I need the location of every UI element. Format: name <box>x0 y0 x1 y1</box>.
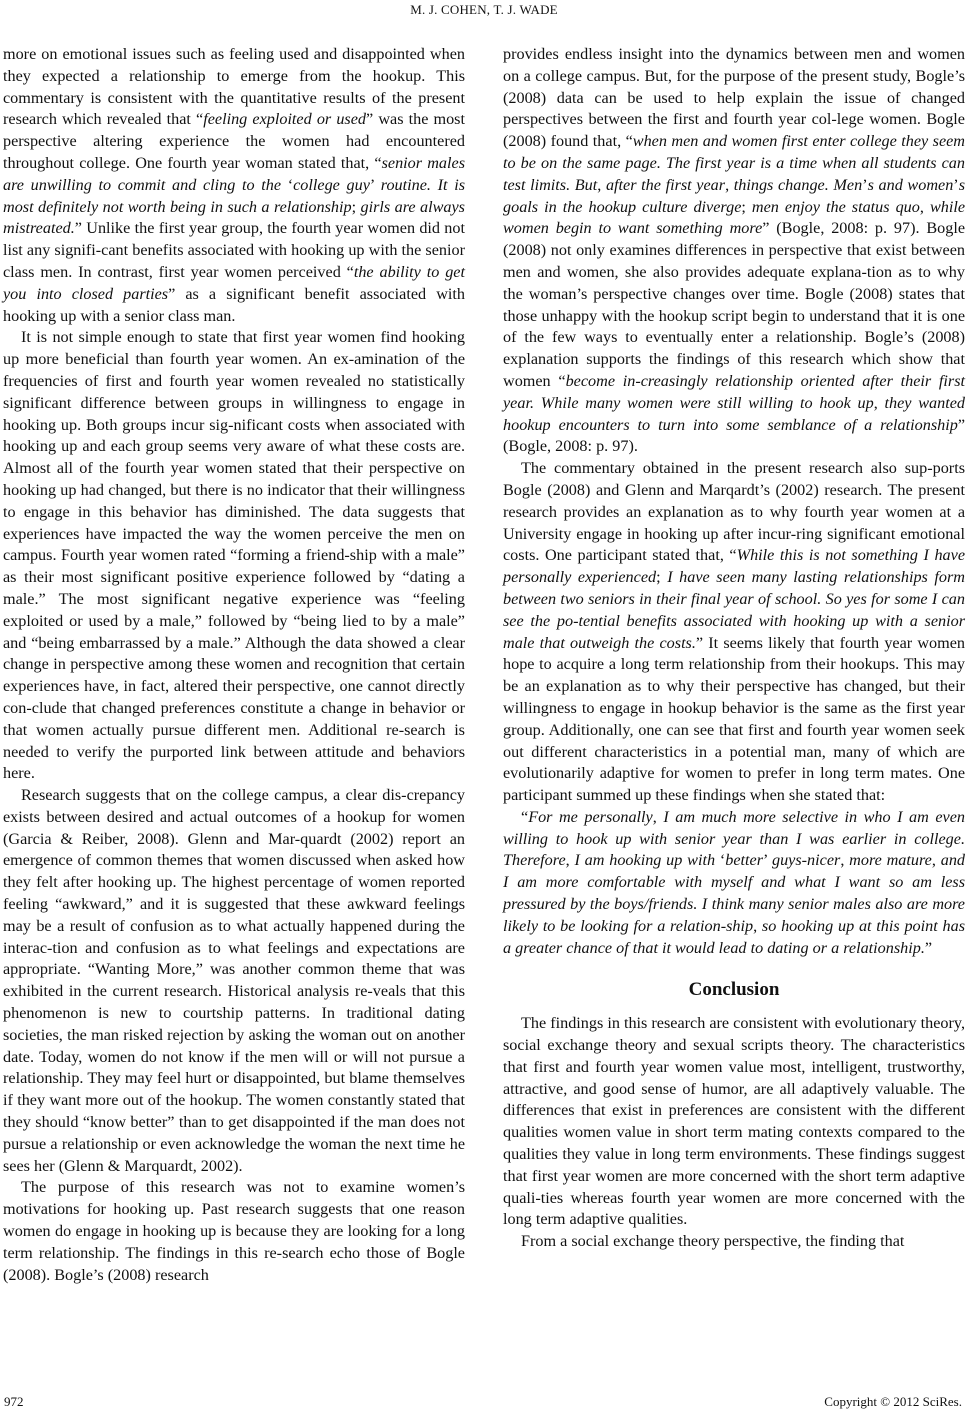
section-heading-conclusion: Conclusion <box>688 979 780 1001</box>
block-quote: “For me personally, I am much more selective in who I am even willing to hook up with senior year than I was earlier in college. Therefore, I am hooking up with ‘better’ guys-nicer, more mature, and I am more comfortable with myself and what I want so am less pressured by the boys/friends. I think many senior males also are more likely to be looking for a relation-ship, so hooking up at this point has a greater chance of that it would lead to dating or a relationship.” <box>503 807 966 957</box>
paragraph: The findings in this research are consistent with evolutionary theory, social exchange theory and sexual scripts theory. The characteristics that first and fourth year women value most, intelligent, trustworthy, attractive, and good sense of humor, are all adaptively valuable. The differences that exist in preferences are consistent with the different qualities women value in short term mating contexts compared to the qualities they value in long term environments. These findings suggest that first year women are more concerned with the short term adaptive quali-ties whereas fourth year women are more concerned with the long term adaptive qualities. <box>503 1014 965 1229</box>
italic-run: college guy <box>293 175 370 194</box>
italic-run: For me personally <box>528 807 653 826</box>
italic-run: things change. Men <box>733 175 863 194</box>
paragraph: Research suggests that on the college campus, a clear dis-crepancy exists between desired and actual outcomes of a hookup for women (Garcia & Reiber, 2008). Glenn and Mar-quardt (2002) report an emergence of common themes that women discussed when asked how they felt after hooking up. The highest percentage of women reported feeling “awkward,” and it is suggested that these awkward feelings may be a result of confusion as to what actually happened during the interac-tion and confusion as to what feelings and expectations are appropriate. “Wanting More,” was another common theme that was exhibited in the current research. Historical analysis re-veals that this phenomenon is new to courtship patterns. In traditional dating societies, the man risked rejection by asking the woman out on another date. Today, women do not know if the men will or will not pursue a relationship. They may feel hurt or disappointed, but blame themselves if they want more out of the hookup. The women constantly stated that they should “know better” than to get disappointed if the man does not pursue a relationship or even acknowledge the woman the next time he sees her (Glenn & Marquardt, 2002). <box>3 786 465 1175</box>
italic-run: after the first year <box>605 175 726 194</box>
paragraph: provides endless insight into the dynamics between men and women on a college campus. But, for the purpose of the present study, Bogle’s (2008) data can be used to help explain the issue of changed perspectives between the first and fourth year col-lege women. Bogle (2008) found that, “when men and women first enter college they seem to be on the same page. The first year is a time when all students can test limits. But, after the first year, things change. Men’s and women’s goals in the hookup culture diverge; men enjoy the status quo, while women begin to want something more” (Bogle, 2008: p. 97). Bogle (2008) not only examines differences in perspective that exist between men and women, she also provides adequate explana-tion as to why the woman’s perspective changes over time. Bogle (2008) states that those unhappy with the hookup script begin to understand that it is one of the few ways to eventually enter a relationship. Bogle’s (2008) explanation supports the findings of this research which show that women “become in-creasingly relationship oriented after their first year. While many women were still willing to hook up, they wanted hookup encounters to turn into some semblance of a relationship” (Bogle, 2008: p. 97). <box>503 45 966 456</box>
italic-run: when men and women first enter college they seem to be on the same page. The first year is a time when all students can test limits. But <box>503 132 965 194</box>
italic-run: senior males are unwilling to commit and cling to the <box>3 153 466 194</box>
paragraph: more on emotional issues such as feeling used and disappointed when they expected a relationship to emerge from the hookup. This commentary is consistent with the quantitative results of the present research which revealed that “feeling exploited or used” was the most perspective altering experience the women had encountered throughout college. One fourth year woman stated that, “senior males are unwilling to commit and cling to the ‘college guy’ routine. It is most definitely not worth being in such a relationship; girls are always mistreated.” Unlike the first year group, the fourth year women did not list any signifi-cant benefits associated with hooking up with the senior class men. In contrast, first year women perceived “the ability to get you into closed parties” as a significant benefit associated with hooking up with a senior class man. <box>3 45 466 325</box>
italic-run: better <box>725 851 763 870</box>
left-column <box>3 44 465 1286</box>
italic-run: guys-nicer <box>771 851 841 870</box>
italic-run: they wanted hookup encounters to turn into some semblance of a relationship <box>503 393 965 434</box>
italic-run: I have seen many lasting relationships form between two seniors in their final year of school. So yes for some I can see the po-tential benefits associated with hooking up with a senior male that outweigh the costs. <box>503 568 966 652</box>
italic-run: the ability to get you into closed parties <box>3 262 465 303</box>
paragraph: It is not simple enough to state that first year women find hooking up more beneficial than fourth year women. An ex-amination of the frequencies of first and fourth year women revealed no statistically significant difference between groups in willingness to engage in hooking up. Both groups incur sig-nificant costs when associated with hooking up and each group seems very aware of what these costs are. Almost all of the fourth year women stated that their perspective on hooking up had changed, but there is no indicator that their willingness to engage in this behavior has diminished. The data suggests that experiences have impacted the way the women perceive the men on campus. Fourth year women rated “forming a friend-ship with a male” as their most significant positive experience followed by “dating a male.” The most significant negative experience was “feeling exploited or used by a male,” followed by “being lied to by a male” and “being embarrassed by a male.” Although the data showed a clear change in perspective among these women and recognition that certain experiences have, in fact, altered their perspective, one cannot directly con-clude that changed preferences constitute a change in behavior or that women actually pursue different men. Additional re-search is needed to verify the purported link between attitude and behaviors here. <box>3 328 465 783</box>
italic-run: men enjoy the status quo <box>751 197 920 216</box>
italic-run: and I am more comfortable with myself and what I want so am less pressured by the boys/friends. I think many senior males also are more likely to be looking for a relation-ship <box>503 851 965 935</box>
italic-run: I am hooking up with <box>574 851 716 870</box>
italic-run: girls are always mistreated. <box>3 197 465 238</box>
italic-run: while women begin to want something more <box>503 197 966 238</box>
italic-run: s goals in the hookup culture diverge <box>503 175 965 216</box>
running-head: M. J. COHEN, T. J. WADE <box>410 2 558 17</box>
page-number: 972 <box>4 1394 24 1409</box>
paragraph: The commentary obtained in the present research also sup-ports Bogle (2008) and Glenn and Marqardt’s (2002) research. The present research provides an explanation as to why fourth year women at a University engage in hooking up after incur-ring significant emotional costs. One participant stated that, “While this is not something I have personally experienced; I have seen many lasting relationships form between two seniors in their final year of school. So yes for some I can see the po-tential benefits associated with hooking up with a senior male that outweigh the costs.” It seems likely that fourth year women hope to acquire a long term relationship from their hookups. This may be an explanation as to why their perspective has changed, but their willingness to engage in hookup behavior is the same as the first year group. Additionally, one can see that first and fourth year women seek out different characteristics in a potential man, many of which are evolutionarily adaptive for women to prefer in long term mates. One participant summed up these findings when she stated that: <box>503 459 966 805</box>
copyright-notice: Copyright © 2012 SciRes. <box>824 1394 962 1409</box>
italic-run: so hooking up at this point has a greater chance of that it would lead to dating or a relationship. <box>503 916 965 957</box>
italic-run: feeling exploited or used <box>203 110 367 129</box>
paragraph: The purpose of this research was not to examine women’s motivations for hooking up. Past research suggests that one reason women do engage in hooking up is because they are looking for a long term relationship. The findings in this re-search echo those of Bogle (2008). Bogle’s (2008) research <box>3 1178 465 1284</box>
italic-run: While this is not something I have personally experienced <box>503 546 966 587</box>
italic-run: I am much more selective in who I am even willing to hook up with senior year than I was earlier in college. Therefore <box>503 807 966 870</box>
paragraph: From a social exchange theory perspective, the finding that <box>521 1232 905 1251</box>
italic-run: more mature <box>849 851 932 870</box>
italic-run: become in-creasingly relationship oriented after their first year. While many women were still willing to hook up <box>503 371 965 412</box>
italic-run: routine. It is most definitely not worth being in such a relationship <box>3 175 465 216</box>
italic-run: s and women <box>867 175 954 194</box>
right-column <box>503 44 965 1253</box>
